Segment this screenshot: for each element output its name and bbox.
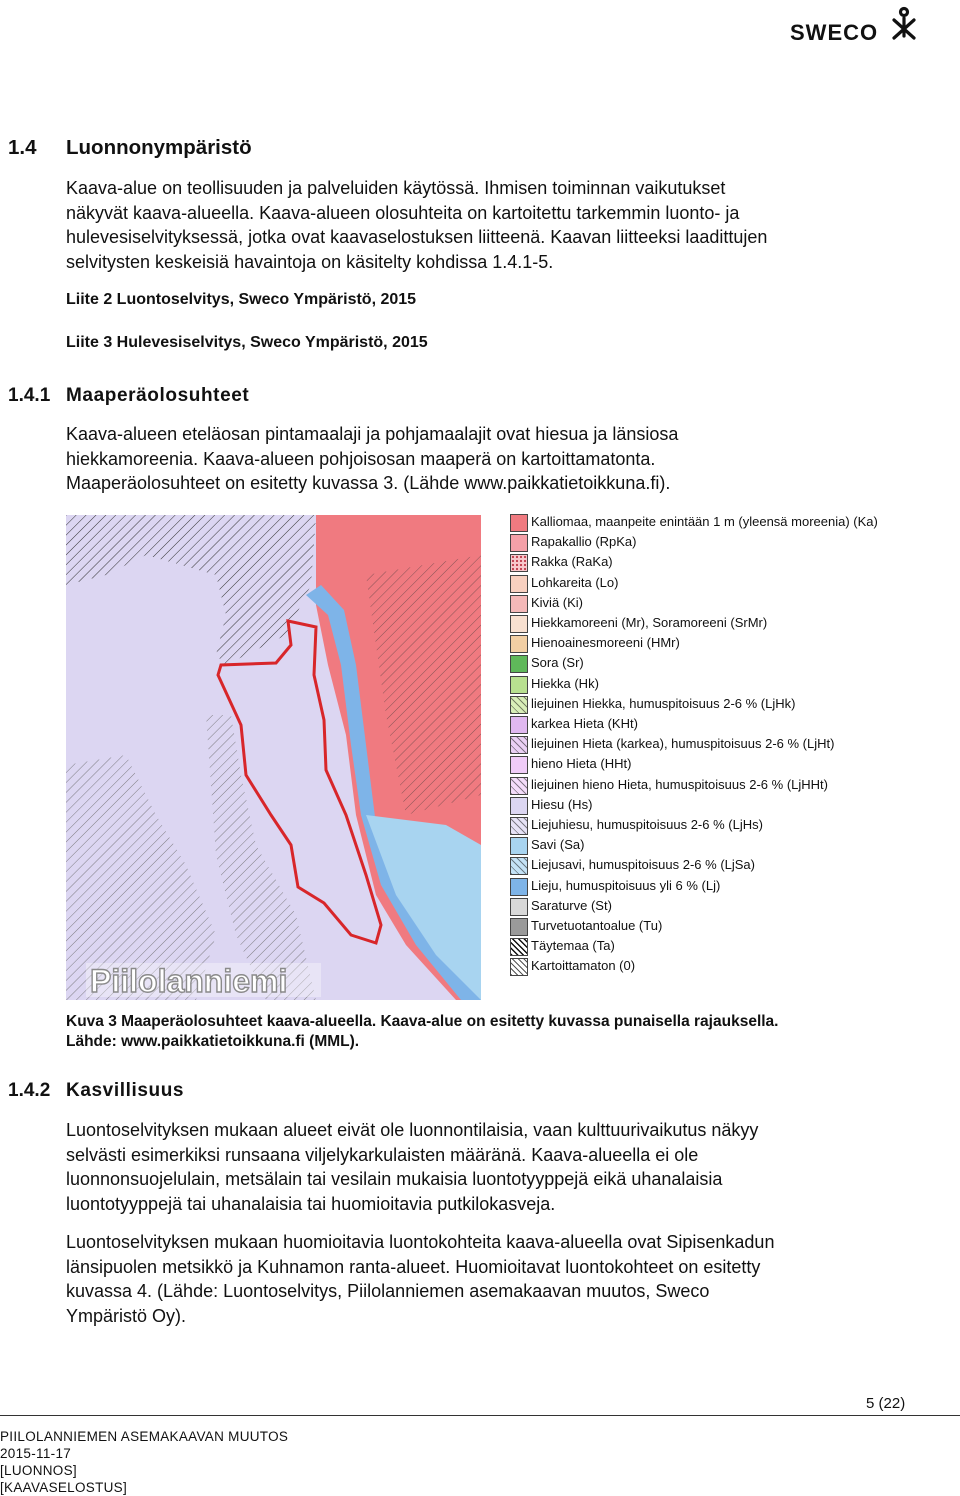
text-line: Maaperäolosuhteet on esitetty kuvassa 3. (Lähde www.paikkatietoikkuna.fi).	[66, 473, 671, 494]
text-line: kuvassa 4. (Lähde: Luontoselvitys, Piilolanniemen asemakaavan muutos, Sweco	[66, 1281, 710, 1302]
legend-label: liejuinen Hieta (karkea), humuspitoisuus 2-6 % (LjHt)	[531, 736, 835, 752]
section-number: 1.4.2	[8, 1080, 51, 1101]
legend-swatch	[510, 918, 528, 936]
footer-title: PIILOLANNIEMEN ASEMAKAAVAN MUUTOS	[0, 1429, 289, 1444]
appendix-3-reference: Liite 3 Hulevesiselvitys, Sweco Ympäristö, 2015	[66, 334, 428, 351]
legend-item	[510, 917, 950, 937]
legend-item	[510, 957, 950, 977]
soil-map	[66, 515, 481, 1000]
legend-swatch	[510, 756, 528, 774]
text-line: Kaava-alueen eteläosan pintamaalaji ja pohjamaalajit ovat hiesua ja länsiosa	[66, 424, 679, 444]
text-line: Luontoselvityksen mukaan huomioitavia luontokohteita kaava-alueella ovat Sipisenkadun	[66, 1232, 775, 1252]
section-title: Luonnonympäristö	[66, 136, 252, 159]
text-line: luontotyyppejä tai uhanalaisia tai huomioitavia putkilokasveja.	[66, 1193, 556, 1214]
legend-label: Saraturve (St)	[531, 897, 612, 913]
logo-wordmark: SWECO	[790, 20, 879, 45]
legend-label: Hienoainesmoreeni (HMr)	[531, 635, 680, 651]
legend-label: liejuinen Hiekka, humuspitoisuus 2-6 % (LjHk)	[531, 695, 796, 711]
text-line: hiekkamoreenia. Kaava-alueen pohjoisosan maaperä on kartoittamatonta.	[66, 448, 656, 469]
text-line: hulevesiselvityksessä, jotka ovat kaavaselostuksen liitteenä. Kaavan liitteeksi laadittujen	[66, 227, 768, 248]
section-1-4-paragraph	[66, 176, 866, 274]
page-number: 5 (22)	[866, 1395, 906, 1412]
legend-item	[510, 675, 950, 695]
legend-swatch	[510, 898, 528, 916]
legend-item	[510, 715, 950, 735]
legend-label: Lieju, humuspitoisuus yli 6 % (Lj)	[531, 877, 721, 893]
legend-swatch	[510, 534, 528, 552]
legend-swatch	[510, 514, 528, 532]
section-number: 1.4.1	[8, 385, 51, 406]
section-heading-1-4-1	[8, 385, 249, 407]
section-title: Maaperäolosuhteet	[66, 385, 250, 406]
legend-item	[510, 574, 950, 594]
legend-swatch	[510, 635, 528, 653]
legend-swatch	[510, 797, 528, 815]
legend-item	[510, 836, 950, 856]
legend-label: Turvetuotantoalue (Tu)	[531, 918, 663, 933]
section-1-4-2-paragraph-2	[66, 1230, 866, 1328]
legend-label: Hiesu (Hs)	[531, 796, 593, 812]
legend-item	[510, 654, 950, 674]
legend-item	[510, 553, 950, 573]
legend-swatch	[510, 857, 528, 875]
text-line: selvitysten keskeisiä havaintoja on käsitelty kohdissa 1.4.1-5.	[66, 251, 554, 272]
legend-item	[510, 937, 950, 957]
legend-label: Hiekkamoreeni (Mr), Soramoreeni (SrMr)	[531, 615, 768, 630]
legend-swatch	[510, 958, 528, 976]
legend-swatch	[510, 615, 528, 633]
text-line: Kaava-alue on teollisuuden ja palveluiden käytössä. Ihmisen toiminnan vaikutukset	[66, 178, 726, 198]
legend-item	[510, 735, 950, 755]
legend-label: Kalliomaa, maanpeite enintään 1 m (yleensä moreenia) (Ka)	[531, 514, 878, 529]
section-title: Kasvillisuus	[66, 1080, 185, 1101]
legend-item	[510, 856, 950, 876]
footer-divider	[0, 1415, 960, 1416]
legend-item	[510, 755, 950, 775]
sweco-logo	[790, 6, 920, 44]
caption-line: Kuva 3 Maaperäolosuhteet kaava-alueella. Kaava-alue on esitetty kuvassa punaisella rajauksella.	[66, 1013, 779, 1030]
legend-swatch	[510, 837, 528, 855]
legend-label: Rapakallio (RpKa)	[531, 534, 637, 550]
legend-swatch	[510, 575, 528, 593]
section-number: 1.4	[8, 136, 37, 159]
text-line: näkyvät kaava-alueella. Kaava-alueen olosuhteita on kartoitettu tarkemmin luonto- ja	[66, 202, 740, 223]
section-heading-1-4	[8, 136, 252, 160]
legend-label: liejuinen hieno Hieta, humuspitoisuus 2-6 % (LjHHt)	[531, 776, 828, 792]
legend-item	[510, 634, 950, 654]
document-footer	[0, 1428, 288, 1496]
legend-label: Hiekka (Hk)	[531, 675, 599, 691]
footer-date: 2015-11-17	[0, 1446, 72, 1461]
legend-item	[510, 816, 950, 836]
legend-item	[510, 776, 950, 796]
text-line: luonnonsuojelulain, metsälain tai vesilain mukaisia luontotyyppejä eikä uhanalaisia	[66, 1169, 723, 1190]
legend-label: Kartoittamaton (0)	[531, 958, 636, 974]
soil-map-graphic	[66, 515, 481, 1000]
legend-label: Liejuhiesu, humuspitoisuus 2-6 % (LjHs)	[531, 817, 763, 832]
legend-swatch	[510, 655, 528, 673]
legend-swatch	[510, 777, 528, 795]
caption-source: Lähde: www.paikkatietoikkuna.fi (MML).	[66, 1033, 360, 1050]
appendix-2-reference: Liite 2 Luontoselvitys, Sweco Ympäristö, 2015	[66, 291, 417, 308]
legend-label: Kiviä (Ki)	[531, 594, 584, 610]
legend-swatch	[510, 716, 528, 734]
legend-item	[510, 796, 950, 816]
legend-label: Savi (Sa)	[531, 837, 585, 853]
legend-item	[510, 513, 950, 533]
sweco-logo-icon	[888, 6, 920, 44]
legend-label: karkea Hieta (KHt)	[531, 716, 638, 731]
legend-swatch	[510, 554, 528, 572]
legend-item	[510, 594, 950, 614]
legend-item	[510, 614, 950, 634]
section-1-4-2-paragraph-1	[66, 1118, 866, 1216]
text-line: Ympäristö Oy).	[66, 1305, 187, 1326]
legend-swatch	[510, 595, 528, 613]
legend-item	[510, 877, 950, 897]
legend-label: Lohkareita (Lo)	[531, 574, 619, 590]
legend-label: Sora (Sr)	[531, 655, 584, 671]
legend-swatch	[510, 676, 528, 694]
section-1-4-1-paragraph	[66, 422, 866, 496]
map-place-label: Piilolanniemi	[90, 963, 288, 999]
text-line: Luontoselvityksen mukaan alueet eivät ole luonnontilaisia, vaan kulttuurivaikutus näkyy	[66, 1120, 759, 1140]
legend-swatch	[510, 938, 528, 956]
legend-swatch	[510, 878, 528, 896]
legend-item	[510, 897, 950, 917]
text-line: länsipuolen metsikkö ja Kuhnamon ranta-alueet. Huomioitavat luontokohteet on esitetty	[66, 1256, 761, 1277]
legend-label: Rakka (RaKa)	[531, 554, 613, 570]
footer-status: [LUONNOS]	[0, 1463, 77, 1478]
legend-label: Liejusavi, humuspitoisuus 2-6 % (LjSa)	[531, 857, 755, 873]
figure-caption	[66, 1012, 956, 1052]
section-heading-1-4-2	[8, 1080, 184, 1102]
footer-doc-type: [KAAVASELOSTUS]	[0, 1480, 128, 1495]
text-line: selvästi esimerkiksi runsaana viljelykarkulaisten määränä. Kaava-alueella ei ole	[66, 1144, 699, 1165]
legend-label: Täytemaa (Ta)	[531, 938, 615, 954]
legend-item	[510, 695, 950, 715]
legend-item	[510, 533, 950, 553]
legend-label: hieno Hieta (HHt)	[531, 756, 632, 772]
legend-swatch	[510, 696, 528, 714]
legend-swatch	[510, 817, 528, 835]
legend-swatch	[510, 736, 528, 754]
